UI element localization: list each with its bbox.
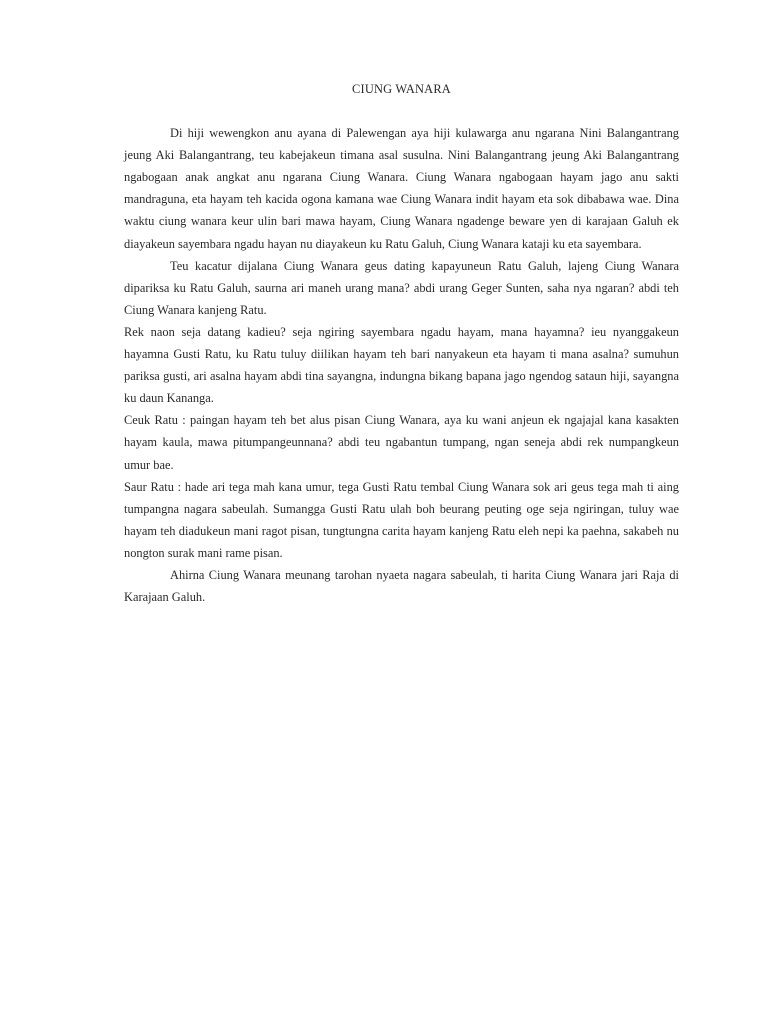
paragraph-1: Di hiji wewengkon anu ayana di Palewengan aya hiji kulawarga anu ngarana Nini Balangantrang jeung Aki Balangantrang, teu kabejakeun timana asal susulna. Nini Balangantrang jeung Aki Balangantrang ngabogaan anak angkat anu ngarana Ciung Wanara. Ciung Wanara ngabogaan hayam jago anu sakti mandraguna, eta hayam teh kacida ogona kamana wae Ciung Wanara indit hayam eta sok dibabawa wae. Dina waktu ciung wanara keur ulin bari mawa hayam, Ciung Wanara ngadenge beware yen di karajaan Galuh ek diayakeun sayembara ngadu hayan nu diayakeun ku Ratu Galuh, Ciung Wanara kataji ku eta sayembara. (124, 126, 679, 251)
paragraph-6: Ahirna Ciung Wanara meunang tarohan nyaeta nagara sabeulah, ti harita Ciung Wanara jari Raja di Karajaan Galuh. (124, 567, 679, 605)
paragraph-4: Ceuk Ratu : paingan hayam teh bet alus pisan Ciung Wanara, aya ku wani anjeun ek ngajajal kana kasakten hayam kaula, mawa pitumpangeunnana? abdi teu ngabantun tumpang, ngan seneja abdi rek numpangkeun umur bae. (124, 413, 679, 472)
paragraph-5: Saur Ratu : hade ari tega mah kana umur, tega Gusti Ratu tembal Ciung Wanara sok ari geus tega mah ti aing tumpangna nagara sabeulah. Sumangga Gusti Ratu ulah boh beurang peuting oge seja ngiringan, tuluy wae hayam teh diadukeun mani ragot pisan, tungtungna carita hayam kanjeng Ratu eleh nepi ka paehna, sakabeh nu nongton surak mani rame pisan. (124, 479, 679, 560)
document-title: CIUNG WANARA (352, 82, 451, 96)
paragraph-2: Teu kacatur dijalana Ciung Wanara geus dating kapayuneun Ratu Galuh, lajeng Ciung Wanara dipariksa ku Ratu Galuh, saurna ari maneh urang mana? abdi urang Geger Sunten, saha nya ngaran? abdi teh Ciung Wanara kanjeng Ratu. (124, 258, 679, 317)
paragraph-3: Rek naon seja datang kadieu? seja ngiring sayembara ngadu hayam, mana hayamna? ieu nyanggakeun hayamna Gusti Ratu, ku Ratu tuluy diilikan hayam teh bari nanyakeun eta hayam ti mana asalna? sumuhun pariksa gusti, ari asalna hayam abdi tina sayangna, indungna bikang bapana jago ngendog sataun hiji, sayangna ku daun Kananga. (124, 324, 679, 406)
document-body (124, 78, 679, 608)
